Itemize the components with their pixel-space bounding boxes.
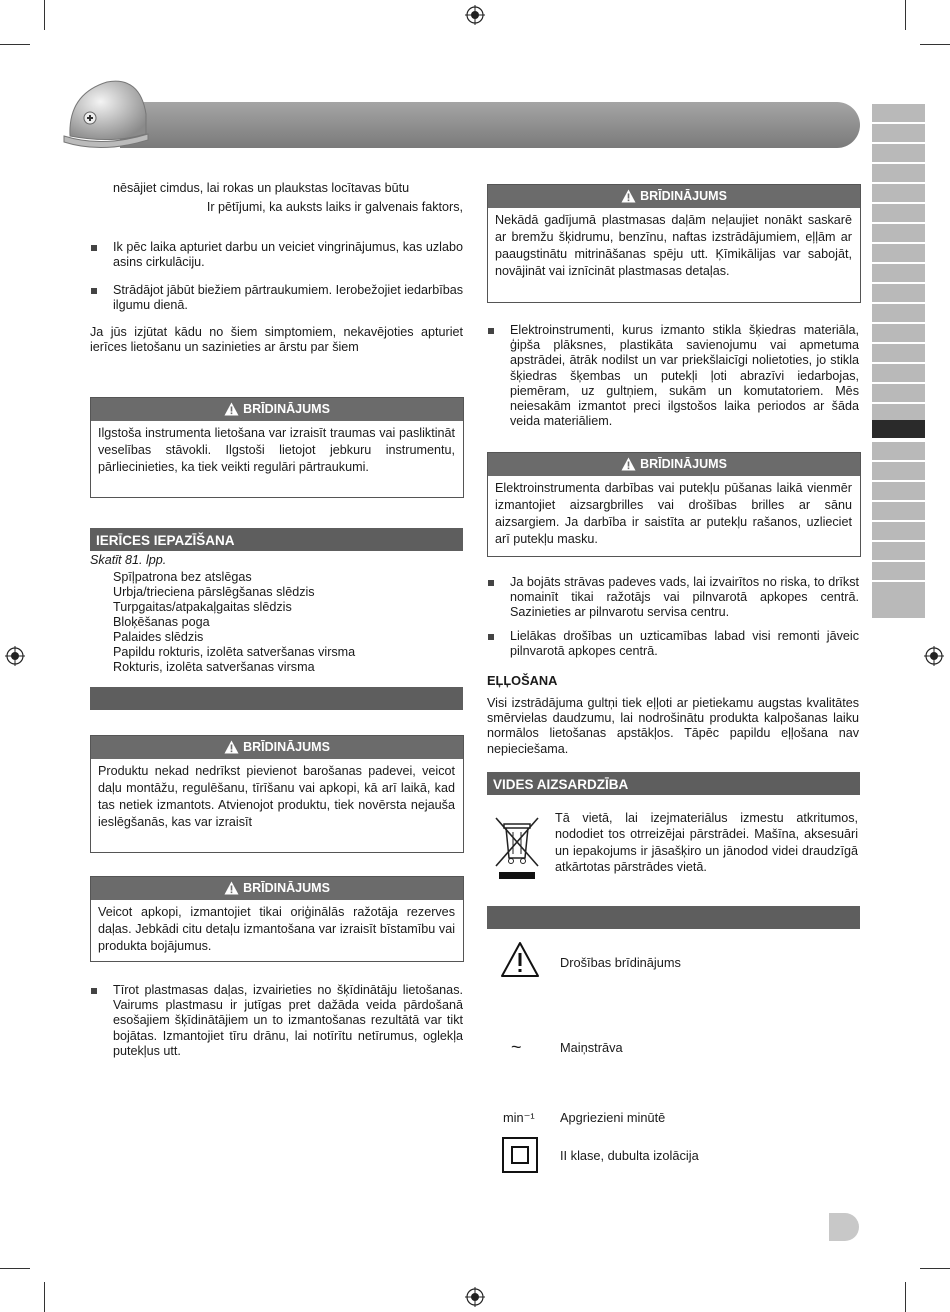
weee-bin-icon (494, 814, 540, 880)
alternating-current-icon: ~ (511, 1037, 522, 1057)
parts-list (113, 570, 463, 675)
symbol-label: Maiņstrāva (560, 1040, 623, 1055)
chapter-tab (872, 304, 925, 322)
chapter-tab (872, 224, 925, 242)
chapter-tab (872, 522, 925, 540)
warning-text: Veicot apkopi, izmantojiet tikai oriģinālās ražotāja rezerves daļas. Jebkādi citu detaļu izmantošana var izraisīt bīstamību vai produkta bojājumus. (98, 905, 455, 953)
intro-line: Ir pētījumi, ka auksts laiks ir galvenais faktors, (206, 200, 463, 214)
safety-helmet-icon (62, 74, 152, 152)
lubrication-title: EĻĻOŠANA (487, 673, 558, 688)
chapter-tab (872, 502, 925, 520)
warning-triangle-icon (621, 457, 636, 471)
chapter-tab (872, 482, 925, 500)
warning-title: BRĪDINĀJUMS (91, 877, 463, 900)
symbol-label: Drošības brīdinājums (560, 955, 681, 970)
part-item: Rokturis, izolēta satveršanas virsma (113, 660, 315, 674)
intro-line: nēsājiet cimdus, lai rokas un plaukstas locītavas būtu (113, 181, 410, 195)
part-item: Bloķēšanas poga (113, 615, 210, 629)
chapter-tab (872, 364, 925, 382)
chapter-tab (872, 184, 925, 202)
warning-box (90, 735, 464, 853)
warning-triangle-icon (224, 402, 239, 416)
warning-text: Produktu nekad nedrīkst pievienot barošanas padevei, veicot daļu montāžu, regulēšanu, tīrīšanu vai apkopi, kā arī laikā, kad tas netiek izmantots. Atvienojot produktu, tiek novērsta nejauša ieslēgšanās, kas var izraisīt (98, 764, 455, 829)
chapter-tab-active (872, 420, 925, 438)
list-item: Lielākas drošības un uzticamības labad visi remonti jāveic pilnvarotā apkopes centrā. (510, 629, 859, 659)
section-title-bar (487, 906, 860, 929)
registration-mark-icon (465, 5, 485, 25)
section-title: VIDES AIZSARDZĪBA (487, 772, 860, 795)
lubrication-text: Visi izstrādājuma gultņi tiek eļļoti ar pietiekamu augstas kvalitātes smērvielas daudzumu, lai nodrošinātu produkta kalpošanas laiku normālos lietošanas apstākļos. Tāpēc papildu eļļošana nav nepieciešama. (487, 696, 859, 756)
crop-mark (0, 44, 30, 45)
symbol-label: II klase, dubulta izolācija (560, 1148, 699, 1163)
warning-title: BRĪDINĀJUMS (488, 185, 860, 208)
crop-mark (44, 0, 45, 30)
warning-text: Nekādā gadījumā plastmasas daļām neļaujiet nonākt saskarē ar bremžu šķidrumu, benzīnu, naftas izstrādājumiem, eļļām ar paaugstinātu mitrināšanas spēju utt. Ķīmikālijas var sabojāt, novājināt vai iznīcināt plastmasas detaļas. (495, 213, 852, 278)
warning-triangle-icon (621, 189, 636, 203)
crop-mark (0, 1268, 30, 1269)
section-title-bar (90, 687, 463, 710)
chapter-tab (872, 344, 925, 362)
chapter-tab (872, 582, 925, 600)
crop-mark (920, 44, 950, 45)
chapter-tab (872, 562, 925, 580)
chapter-tab (872, 264, 925, 282)
chapter-tab (872, 462, 925, 480)
see-page-ref: Skatīt 81. lpp. (90, 553, 167, 567)
warning-title: BRĪDINĀJUMS (91, 398, 463, 421)
part-item: Urbja/trieciena pārslēgšanas slēdzis (113, 585, 315, 599)
crop-mark (920, 1268, 950, 1269)
list-item: Ja bojāts strāvas padeves vads, lai izvairītos no riska, to drīkst nomainīt tikai ražotājs vai pilnvarotā apkopes centrā. Sazinieties ar pilnvarotu servisa centru. (510, 575, 859, 621)
warning-text: Elektroinstrumenta darbības vai putekļu pūšanas laikā vienmēr izmantojiet aizsargbrilles vai drošības brilles ar sānu aizsargiem. Ja darbība ir saistīta ar putekļu rašanos, uzlieciet arī putekļu masku. (495, 481, 852, 546)
double-insulation-icon (502, 1137, 538, 1173)
crop-mark (44, 1282, 45, 1312)
chapter-tab (872, 324, 925, 342)
chapter-tab (872, 104, 925, 122)
part-item: Turpgaitas/atpakaļgaitas slēdzis (113, 600, 292, 614)
warning-title: BRĪDINĀJUMS (91, 736, 463, 759)
section-title: IERĪCES IEPAZĪŠANA (90, 528, 463, 551)
warning-triangle-icon (224, 740, 239, 754)
warning-text: Ilgstoša instrumenta lietošana var izraisīt traumas vai pasliktināt veselības stāvokli. Ilgstoši lietojot jebkuru instrumentu, pārliecinieties, ka tiek veikti regulāri pārtraukumi. (98, 426, 455, 474)
warning-triangle-icon (224, 881, 239, 895)
chapter-tab (872, 442, 925, 460)
warning-triangle-icon (500, 941, 540, 979)
symbol-label: Apgriezieni minūtē (560, 1110, 666, 1125)
warning-box (90, 397, 464, 498)
registration-mark-icon (465, 1287, 485, 1307)
list-item: Tīrot plastmasas daļas, izvairieties no šķīdinātāju lietošanas. Vairums plastmasu ir jutīgas pret dažāda veida pārdošanā esošajiem šķīdinātājiem un to izmantošanas rezultātā var tikt bojātas. Izmantojiet tīru drānu, lai notīrītu netīrumus, oglekļa putekļus utt. (113, 983, 463, 1059)
chapter-tab (872, 144, 925, 162)
warning-box (487, 452, 861, 557)
crop-mark (905, 0, 906, 30)
chapter-tab (872, 124, 925, 142)
list-item: Elektroinstrumenti, kurus izmanto stikla šķiedras materiāla, ģipša plāksnes, plastikāta savienojumu vai apmetuma apstrādei, ātrāk nodilst un var priekšlaicīgi nolietoties, jo stikla šķiedras šķembas un putekļi ļoti abrazīvi iedarbojas, piemēram, uz gultņiem, sukām un komutatoriem. Mēs neiesakām izmantot preci ilgstošos laika periodos ar šāda veida materiāliem. (510, 323, 859, 429)
crop-mark (905, 1282, 906, 1312)
symptoms-paragraph: Ja jūs izjūtat kādu no šiem simptomiem, nekavējoties apturiet ierīces lietošanu un sazinieties ar ārstu par šiem (90, 325, 463, 355)
chapter-tab (872, 384, 925, 402)
part-item: Papildu rokturis, izolēta satveršanas virsma (113, 645, 356, 659)
header-bar (120, 102, 860, 148)
list-item: Ik pēc laika apturiet darbu un veiciet vingrinājumus, kas uzlabo asins cirkulāciju. (113, 240, 463, 270)
chapter-tab (872, 244, 925, 262)
page-number-tab (829, 1213, 859, 1241)
chapter-tab (872, 542, 925, 560)
chapter-tab (872, 284, 925, 302)
warning-title: BRĪDINĀJUMS (488, 453, 860, 476)
registration-mark-icon (924, 646, 944, 666)
warning-box (487, 184, 861, 303)
chapter-tab (872, 204, 925, 222)
environment-text: Tā vietā, lai izejmateriālus izmestu atkritumos, nododiet tos otrreizējai pārstrādei. Mašīna, aksesuāri un iepakojums ir jāsašķiro un jānodod videi draudzīgā atkārtotas pārstrādes vietā. (555, 811, 858, 874)
list-item: Strādājot jābūt biežiem pārtraukumiem. Ierobežojiet iedarbības ilgumu dienā. (113, 283, 463, 313)
chapter-tab (872, 164, 925, 182)
rpm-icon: min⁻¹ (503, 1110, 535, 1125)
chapter-tab (872, 600, 925, 618)
part-item: Palaides slēdzis (113, 630, 204, 644)
registration-mark-icon (5, 646, 25, 666)
part-item: Spīļpatrona bez atslēgas (113, 570, 252, 584)
warning-box (90, 876, 464, 962)
